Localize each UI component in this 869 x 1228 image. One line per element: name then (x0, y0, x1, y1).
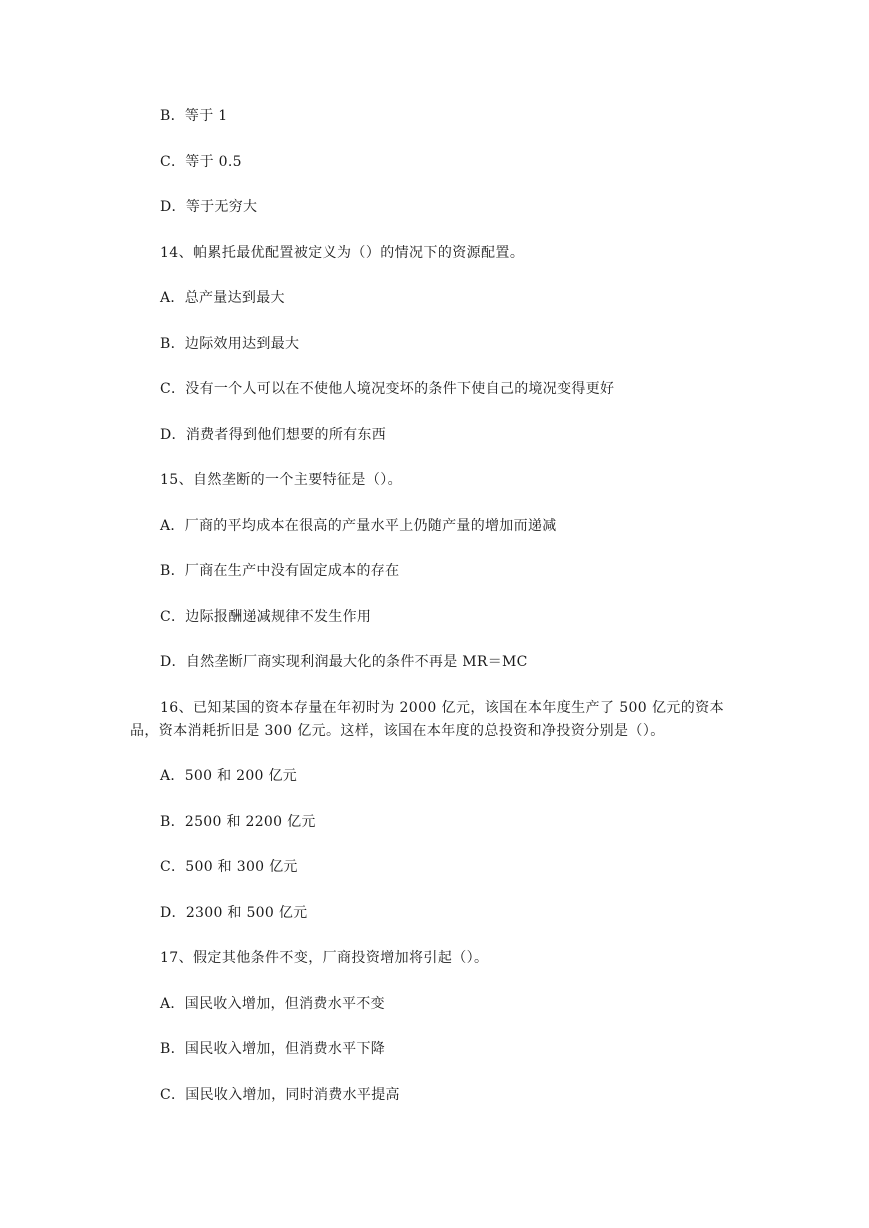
q17-question: 17、假定其他条件不变，厂商投资增加将引起（）。 (160, 950, 489, 966)
q13-option-b: B．等于 1 (160, 108, 228, 124)
q16-option-a: A．500 和 200 亿元 (160, 768, 298, 784)
q14-option-c: C．没有一个人可以在不使他人境况变坏的条件下使自己的境况变得更好 (160, 381, 615, 397)
q17-option-b: B．国民收入增加，但消费水平下降 (160, 1041, 386, 1057)
q13-option-d: D．等于无穷大 (160, 199, 258, 215)
q15-question: 15、自然垄断的一个主要特征是（）。 (160, 472, 403, 488)
q15-option-a: A．厂商的平均成本在很高的产量水平上仍随产量的增加而递减 (160, 518, 557, 534)
q14-question: 14、帕累托最优配置被定义为（）的情况下的资源配置。 (160, 245, 525, 261)
q17-option-c: C．国民收入增加，同时消费水平提高 (160, 1087, 400, 1103)
q15-option-b: B．厂商在生产中没有固定成本的存在 (160, 563, 400, 579)
q16-option-b: B．2500 和 2200 亿元 (160, 814, 316, 830)
q14-option-d: D．消费者得到他们想要的所有东西 (160, 427, 387, 443)
q16-question-line1: 16、已知某国的资本存量在年初时为 2000 亿元，该国在本年度生产了 500 亿元的资本 (160, 700, 724, 716)
q15-option-c: C．边际报酬递减规律不发生作用 (160, 609, 372, 625)
q17-option-a: A．国民收入增加，但消费水平不变 (160, 996, 385, 1012)
q16-option-d: D．2300 和 500 亿元 (160, 905, 308, 921)
q16-question-line2: 品，资本消耗折旧是 300 亿元。这样，该国在本年度的总投资和净投资分别是（）。 (130, 723, 665, 739)
q15-option-d: D．自然垄断厂商实现利润最大化的条件不再是 MR＝MC (160, 654, 528, 670)
q14-option-a: A．总产量达到最大 (160, 290, 285, 306)
q16-option-c: C．500 和 300 亿元 (160, 859, 298, 875)
q14-option-b: B．边际效用达到最大 (160, 336, 300, 352)
q13-option-c: C．等于 0.5 (160, 154, 242, 170)
